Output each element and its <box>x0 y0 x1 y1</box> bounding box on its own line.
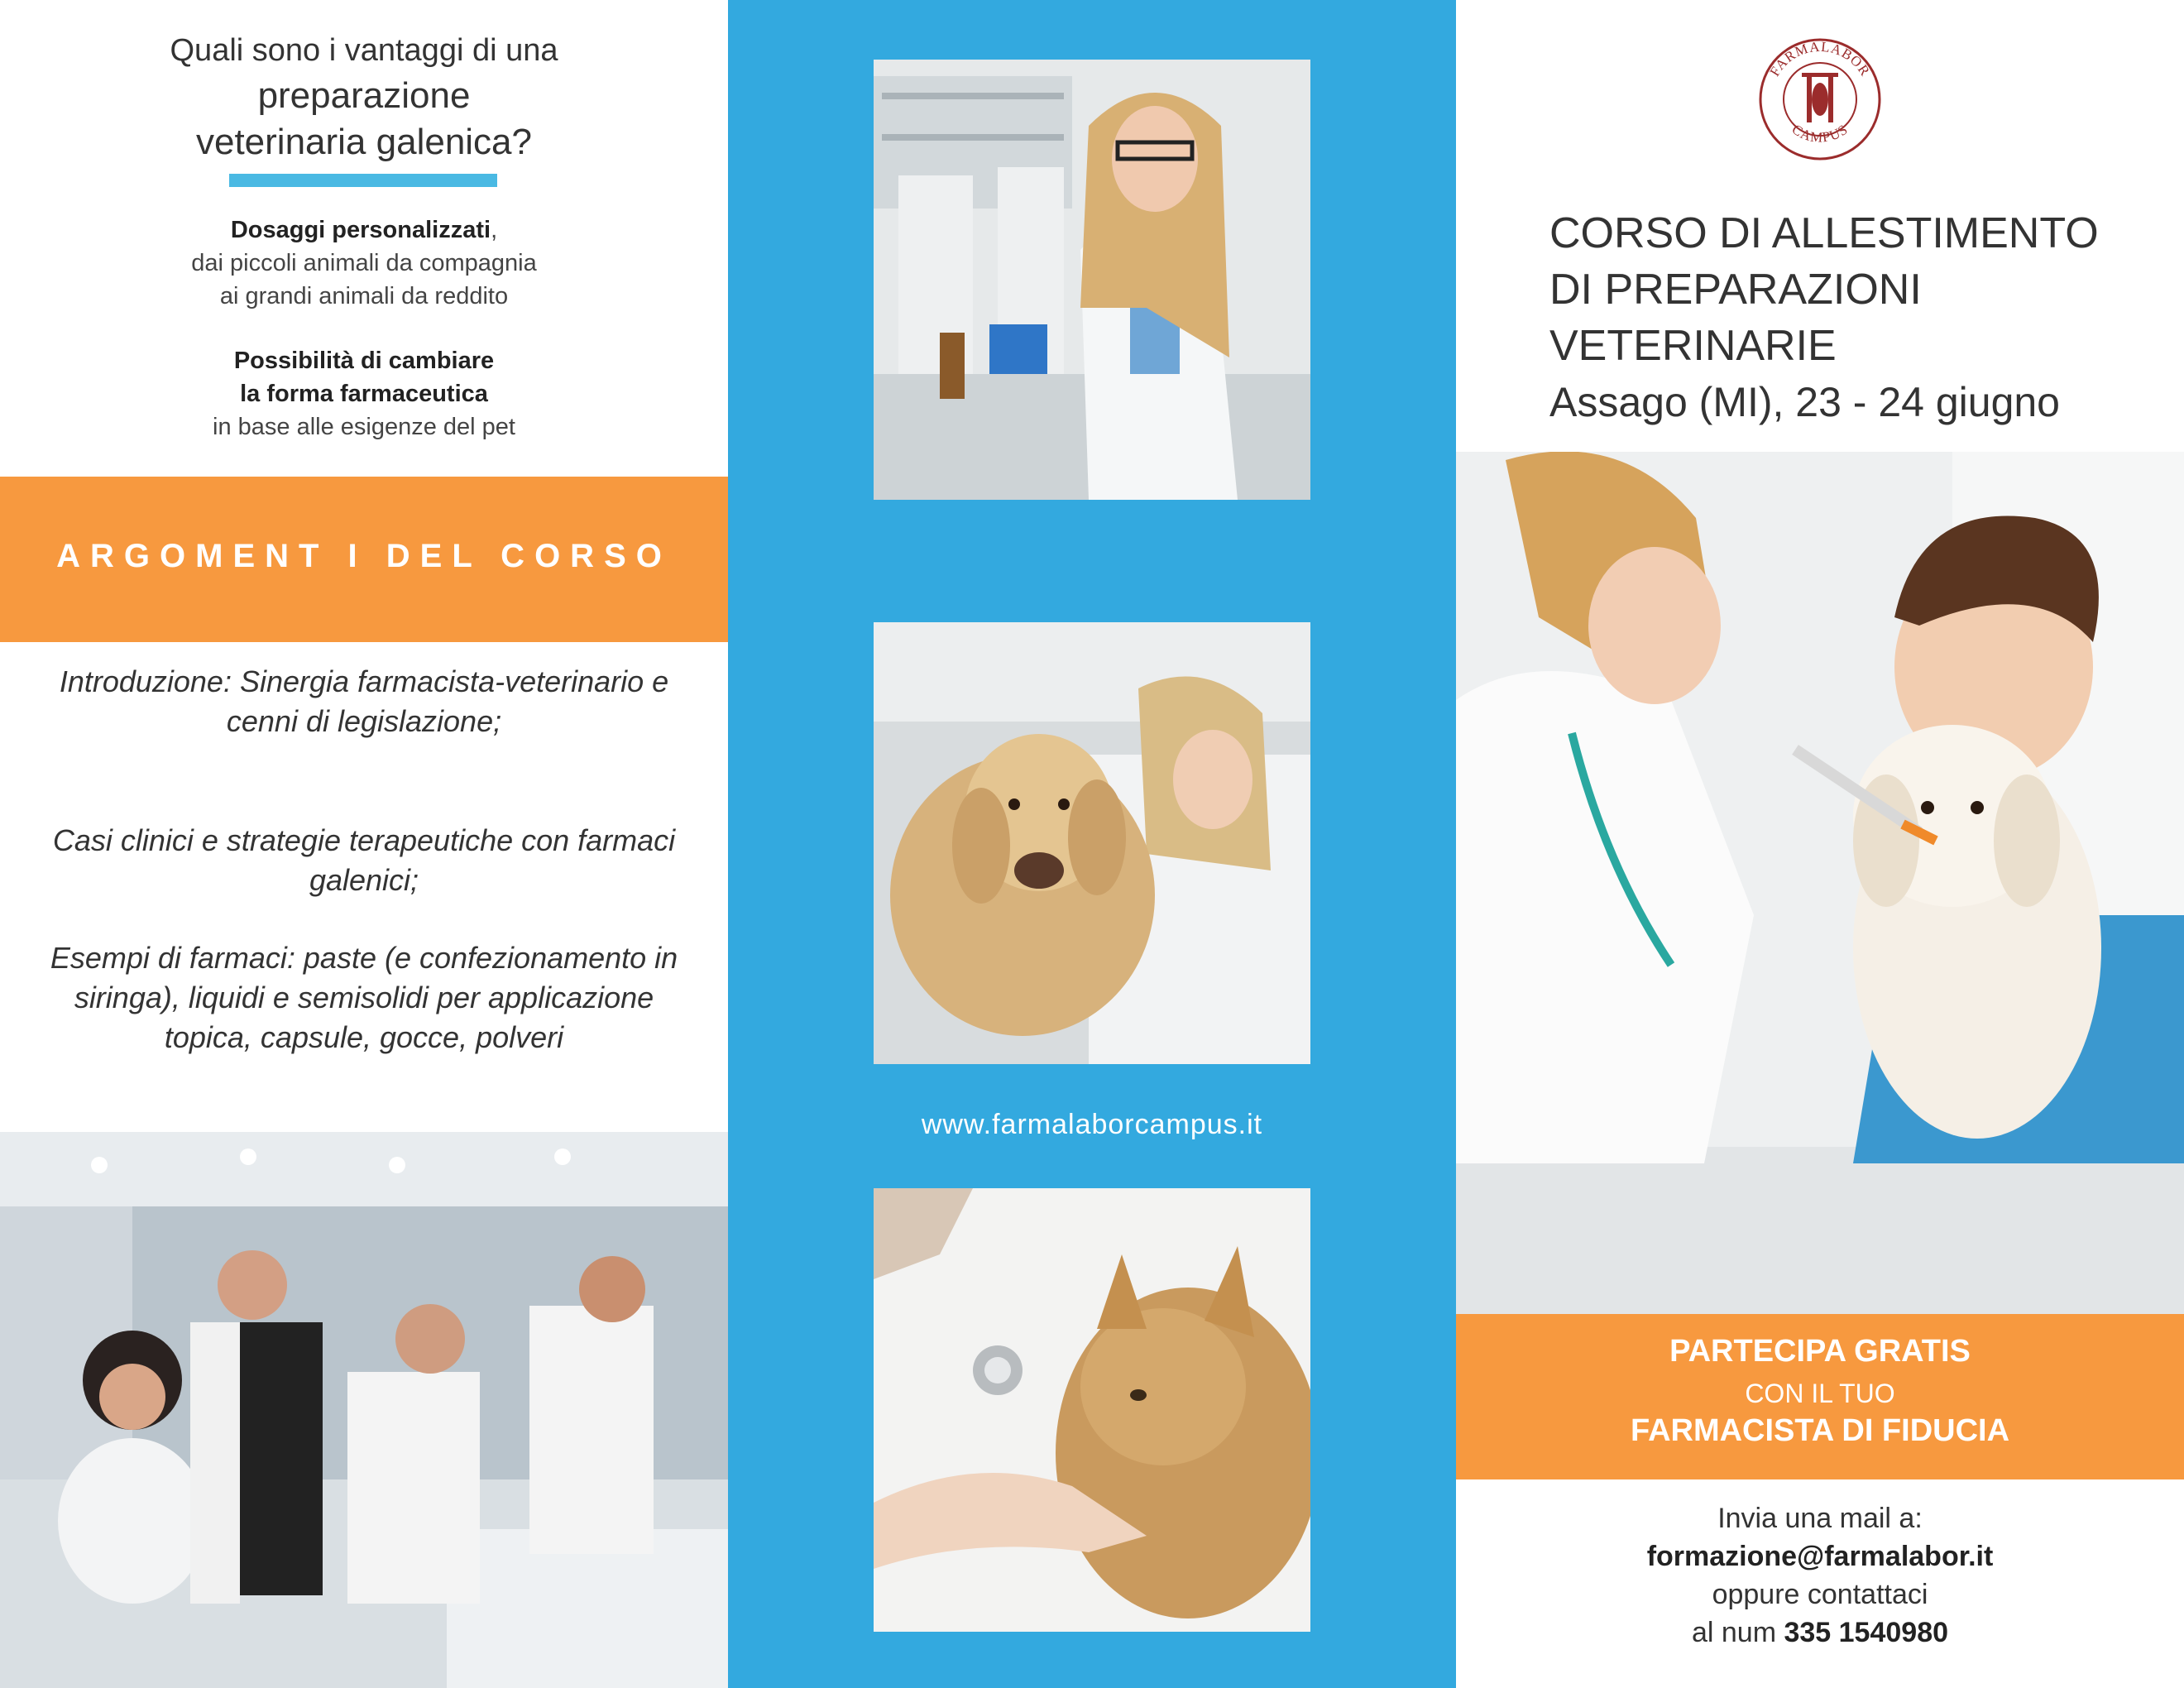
title-line3: VETERINARIE <box>1549 322 1837 370</box>
cta-line3: FARMACISTA DI FIDUCIA <box>1630 1413 2010 1448</box>
question-line2: preparazione <box>257 75 471 116</box>
title-line2: DI PREPARAZIONI <box>1549 266 1922 314</box>
course-location-date: Assago (MI), 23 - 24 giugno <box>1549 379 2060 425</box>
benefit1-bold: Dosaggi personalizzati <box>230 217 491 243</box>
section-heading: ARGOMENT I DEL CORSO <box>56 538 672 574</box>
topic-1: Introduzione: Sinergia farmacista-veterinario e cenni di legislazione; <box>59 664 669 738</box>
cta-line2: CON IL TUO <box>1745 1379 1895 1408</box>
accent-divider <box>229 174 497 187</box>
contact-email[interactable]: formazione@farmalabor.it <box>1646 1541 1994 1572</box>
benefit1-comma: , <box>491 217 498 243</box>
title-line1: CORSO DI ALLESTIMENTO <box>1549 209 2099 257</box>
left-panel <box>0 0 728 1688</box>
contact-line3: oppure contattaci <box>1712 1579 1928 1610</box>
course-title <box>1549 205 2162 430</box>
vet-with-dog-photo <box>874 622 1310 1064</box>
right-panel <box>1456 0 2184 1688</box>
logo-text-top: FARMALABOR <box>1766 38 1874 79</box>
benefit-personalized-dosage <box>0 213 728 313</box>
cta-line1: PARTECIPA GRATIS <box>1669 1334 1971 1369</box>
benefit2-bold2: la forma farmaceutica <box>240 381 488 407</box>
lab-team-photo <box>0 1132 728 1688</box>
contact-phone[interactable]: 335 1540980 <box>1784 1617 1949 1648</box>
benefit2-bold1: Possibilità di cambiare <box>233 348 495 374</box>
question-line3: veterinaria galenica? <box>195 122 533 162</box>
contact-phone-row <box>1456 1617 2184 1649</box>
benefit2-line3: in base alle esigenze del pet <box>213 414 515 440</box>
logo-text-bottom: CAMPUS <box>1789 121 1851 146</box>
contact-phone-prefix: al num <box>1691 1617 1784 1648</box>
question-line1: Quali sono i vantaggi di una <box>170 33 558 68</box>
benefit1-line2: dai piccoli animali da compagnia <box>191 250 537 276</box>
vet-child-puppy-photo <box>1456 452 2184 1314</box>
topic-3: Esempi di farmaci: paste (e confezionamento in siringa), liquidi e semisolidi per applicazione topica, capsule, gocce, polveri <box>50 941 678 1054</box>
cta-box <box>1456 1314 2184 1479</box>
farmalabor-campus-logo <box>1754 33 1886 165</box>
middle-panel <box>728 0 1456 1688</box>
benefit-change-form <box>0 344 728 444</box>
contact-email-row <box>1456 1541 2184 1573</box>
section-heading-band <box>0 477 728 642</box>
svg-text:CAMPUS <box>1789 121 1851 145</box>
question-heading <box>0 73 728 165</box>
topic-2: Casi clinici e strategie terapeutiche con farmaci galenici; <box>52 823 676 897</box>
benefit1-line3: ai grandi animali da reddito <box>219 283 509 309</box>
contact-line1: Invia una mail a: <box>1717 1503 1923 1534</box>
vet-with-cat-photo <box>874 1188 1310 1632</box>
pharmacist-lab-photo <box>874 60 1310 500</box>
website-link[interactable]: www.farmalaborcampus.it <box>921 1109 1263 1140</box>
